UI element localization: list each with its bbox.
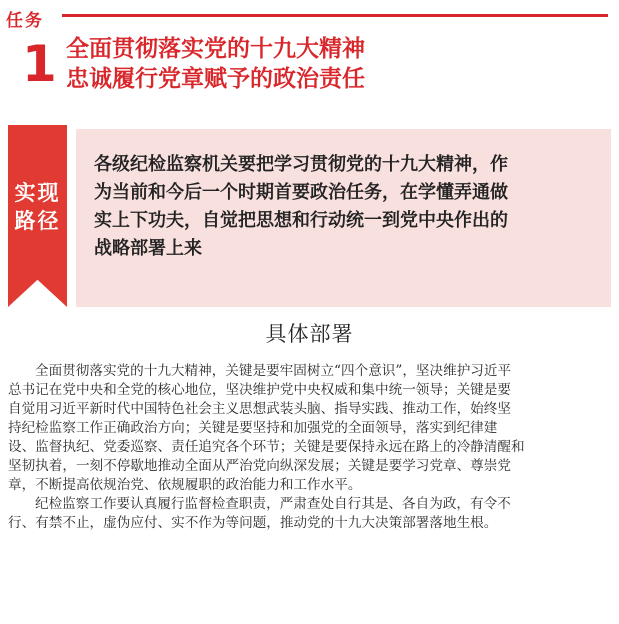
paragraph-line: 全面贯彻落实党的十九大精神，关键是要牢固树立“四个意识”，坚决维护习近平 bbox=[35, 363, 512, 379]
task-number: 1 bbox=[22, 35, 57, 93]
section-heading: 具体部署 bbox=[265, 322, 354, 346]
path-line: 战略部署上来 bbox=[94, 238, 202, 259]
header-divider bbox=[62, 14, 608, 17]
path-tag-line-2: 路径 bbox=[14, 209, 61, 233]
body-text bbox=[8, 362, 616, 533]
path-line: 各级纪检监察机关要把学习贯彻党的十九大精神，作 bbox=[94, 154, 508, 175]
path-description bbox=[94, 151, 604, 263]
title-line-2: 忠诚履行党章赋予的政治责任 bbox=[66, 66, 365, 92]
paragraph-line: 纪检监察工作要认真履行监督检查职责，严肃查处自行其是、各自为政，有令不 bbox=[35, 496, 511, 512]
paragraph-line: 持纪检监察工作正确政治方向；关键是要坚持和加强党的全面领导，落实到纪律建 bbox=[8, 420, 498, 436]
implementation-path-box bbox=[8, 125, 611, 313]
page-title bbox=[66, 34, 606, 94]
paragraph-line: 坚韧执着，一刻不停歇地推动全面从严治党向纵深发展；关键是要学习党章、尊崇党 bbox=[8, 458, 511, 474]
paragraph-line: 总书记在党中央和全党的核心地位，坚决维护党中央权威和集中统一领导；关键是要 bbox=[8, 382, 511, 398]
path-line: 为当前和今后一个时期首要政治任务，在学懂弄通做 bbox=[94, 182, 508, 203]
path-tag-label bbox=[8, 179, 67, 235]
task-label: 任务 bbox=[6, 11, 44, 31]
path-tag-line-1: 实现 bbox=[14, 181, 61, 205]
path-line: 实上下功夫，自觉把思想和行动统一到党中央作出的 bbox=[94, 210, 508, 231]
paragraph-line: 设、监督执纪、党委巡察、责任追究各个环节；关键是要保持永远在路上的冷静清醒和 bbox=[8, 439, 525, 455]
paragraph-line: 章，不断提高依规治党、依规履职的政治能力和工作水平。 bbox=[8, 477, 362, 493]
paragraph-line: 自觉用习近平新时代中国特色社会主义思想武装头脑、指导实践、推动工作，始终坚 bbox=[8, 401, 511, 417]
title-line-1: 全面贯彻落实党的十九大精神 bbox=[66, 36, 365, 62]
paragraph-line: 行、有禁不止，虚伪应付、实不作为等问题，推动党的十九大决策部署落地生根。 bbox=[8, 515, 498, 531]
